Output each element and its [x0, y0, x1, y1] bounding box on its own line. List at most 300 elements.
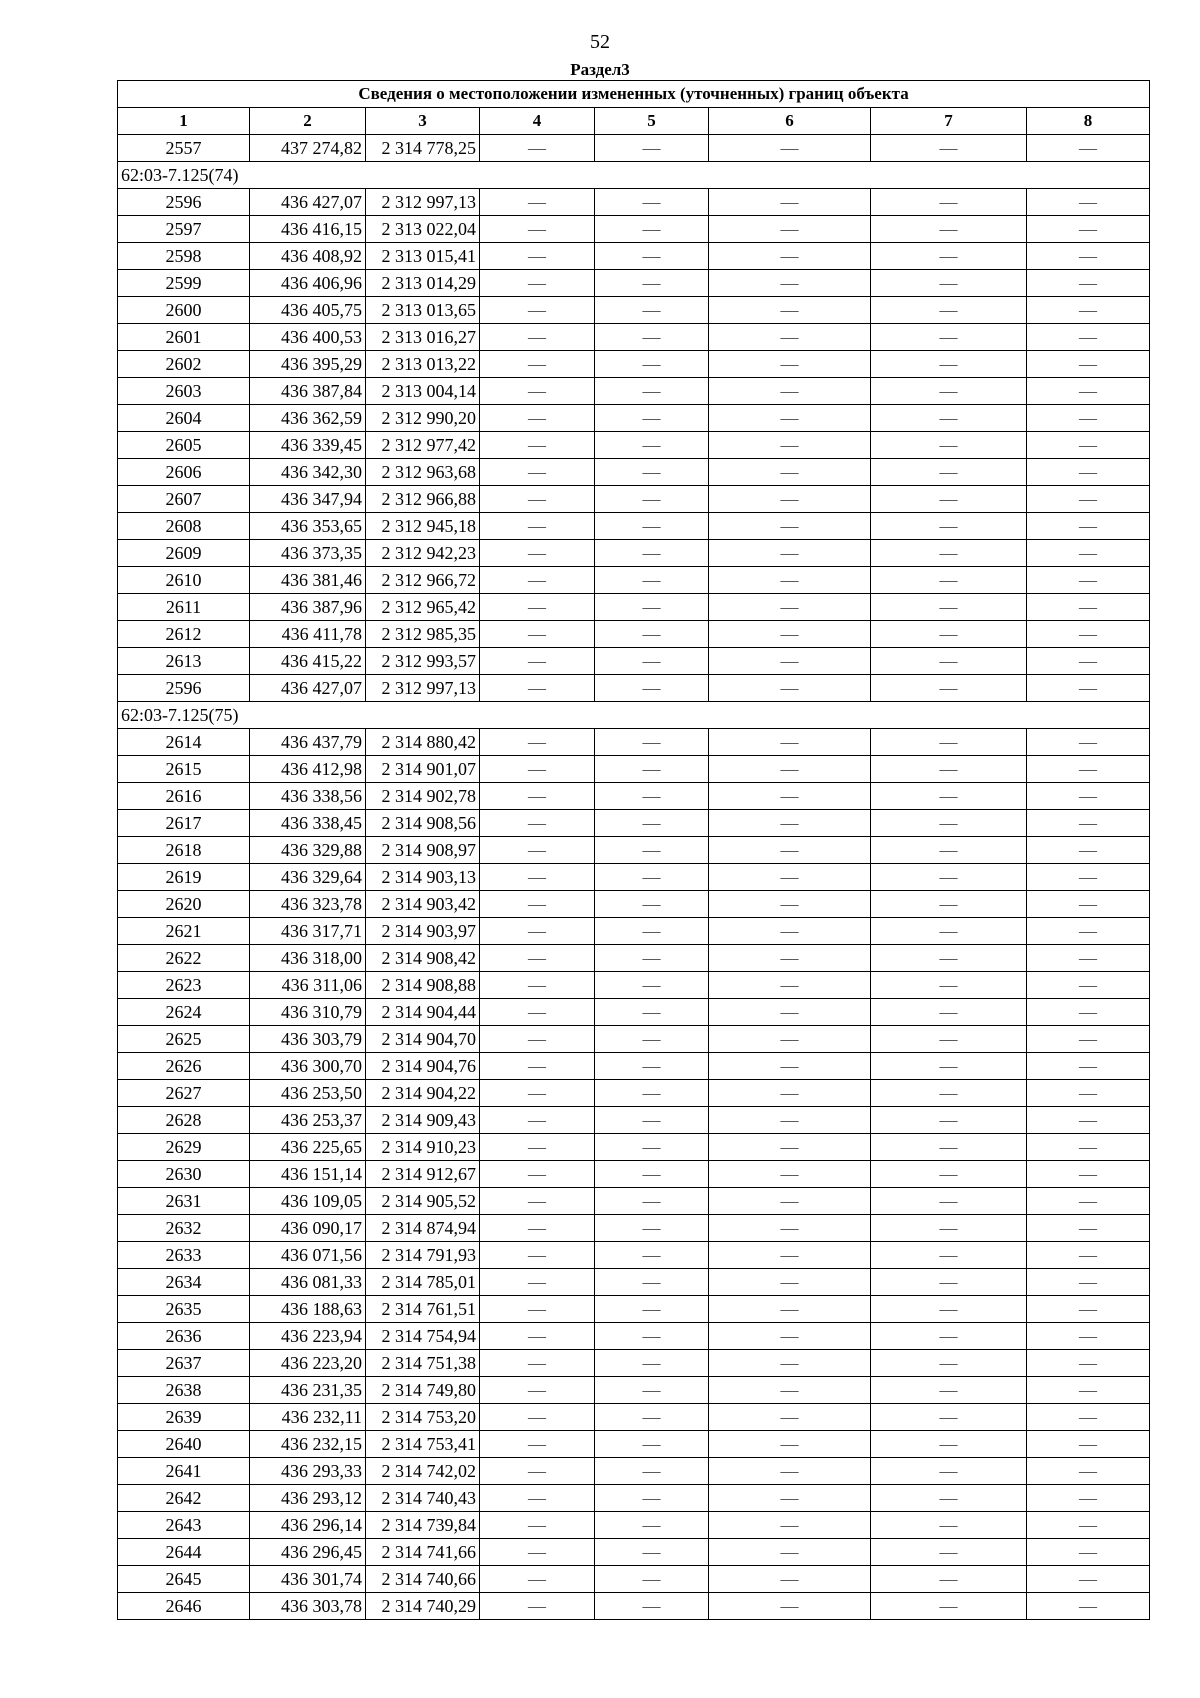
empty-value-dash: — — [871, 837, 1027, 864]
empty-value-dash: — — [709, 486, 871, 513]
empty-value-dash: — — [871, 135, 1027, 162]
table-row — [118, 1242, 1150, 1269]
y-coordinate-cell: 2 314 901,07 — [366, 756, 480, 783]
empty-value-dash: — — [1027, 1566, 1150, 1593]
table-row — [118, 1107, 1150, 1134]
empty-value-dash: — — [480, 513, 595, 540]
empty-value-dash: — — [480, 1485, 595, 1512]
empty-value-dash: — — [709, 378, 871, 405]
empty-value-dash: — — [871, 648, 1027, 675]
point-number-cell: 2638 — [118, 1377, 250, 1404]
x-coordinate-cell: 436 318,00 — [250, 945, 366, 972]
empty-value-dash: — — [709, 351, 871, 378]
empty-value-dash: — — [595, 810, 709, 837]
x-coordinate-cell: 436 296,45 — [250, 1539, 366, 1566]
empty-value-dash: — — [480, 1566, 595, 1593]
empty-value-dash: — — [1027, 864, 1150, 891]
empty-value-dash: — — [871, 351, 1027, 378]
empty-value-dash: — — [709, 1512, 871, 1539]
x-coordinate-cell: 436 412,98 — [250, 756, 366, 783]
empty-value-dash: — — [480, 648, 595, 675]
empty-value-dash: — — [871, 513, 1027, 540]
empty-value-dash: — — [871, 1539, 1027, 1566]
column-header-2: 2 — [250, 108, 366, 135]
x-coordinate-cell: 436 310,79 — [250, 999, 366, 1026]
group-label: 62:03-7.125(74) — [118, 162, 1150, 189]
empty-value-dash: — — [709, 1026, 871, 1053]
x-coordinate-cell: 436 232,15 — [250, 1431, 366, 1458]
empty-value-dash: — — [480, 135, 595, 162]
empty-value-dash: — — [871, 1107, 1027, 1134]
column-header-7: 7 — [871, 108, 1027, 135]
table-row — [118, 486, 1150, 513]
x-coordinate-cell: 436 232,11 — [250, 1404, 366, 1431]
point-number-cell: 2609 — [118, 540, 250, 567]
empty-value-dash: — — [709, 594, 871, 621]
y-coordinate-cell: 2 312 977,42 — [366, 432, 480, 459]
point-number-cell: 2612 — [118, 621, 250, 648]
table-row — [118, 1053, 1150, 1080]
empty-value-dash: — — [871, 1377, 1027, 1404]
y-coordinate-cell: 2 314 740,29 — [366, 1593, 480, 1620]
empty-value-dash: — — [871, 945, 1027, 972]
point-number-cell: 2640 — [118, 1431, 250, 1458]
empty-value-dash: — — [871, 594, 1027, 621]
empty-value-dash: — — [709, 1269, 871, 1296]
empty-value-dash: — — [1027, 729, 1150, 756]
empty-value-dash: — — [871, 297, 1027, 324]
empty-value-dash: — — [709, 729, 871, 756]
point-number-cell: 2603 — [118, 378, 250, 405]
x-coordinate-cell: 436 329,64 — [250, 864, 366, 891]
y-coordinate-cell: 2 314 903,97 — [366, 918, 480, 945]
empty-value-dash: — — [595, 1350, 709, 1377]
group-label: 62:03-7.125(75) — [118, 702, 1150, 729]
table-row — [118, 1296, 1150, 1323]
y-coordinate-cell: 2 314 785,01 — [366, 1269, 480, 1296]
x-coordinate-cell: 436 416,15 — [250, 216, 366, 243]
empty-value-dash: — — [709, 135, 871, 162]
x-coordinate-cell: 436 090,17 — [250, 1215, 366, 1242]
empty-value-dash: — — [709, 513, 871, 540]
empty-value-dash: — — [709, 1134, 871, 1161]
empty-value-dash: — — [595, 1539, 709, 1566]
empty-value-dash: — — [595, 1107, 709, 1134]
table-row — [118, 783, 1150, 810]
point-number-cell: 2606 — [118, 459, 250, 486]
x-coordinate-cell: 436 338,45 — [250, 810, 366, 837]
page-number: 52 — [590, 31, 610, 53]
empty-value-dash: — — [480, 1539, 595, 1566]
empty-value-dash: — — [595, 837, 709, 864]
empty-value-dash: — — [871, 1512, 1027, 1539]
table-row — [118, 945, 1150, 972]
empty-value-dash: — — [595, 891, 709, 918]
empty-value-dash: — — [871, 1026, 1027, 1053]
empty-value-dash: — — [480, 1080, 595, 1107]
column-header-4: 4 — [480, 108, 595, 135]
point-number-cell: 2636 — [118, 1323, 250, 1350]
table-row — [118, 1512, 1150, 1539]
table-row — [118, 1593, 1150, 1620]
table-row — [118, 594, 1150, 621]
empty-value-dash: — — [595, 1215, 709, 1242]
empty-value-dash: — — [480, 1026, 595, 1053]
y-coordinate-cell: 2 314 742,02 — [366, 1458, 480, 1485]
empty-value-dash: — — [709, 297, 871, 324]
x-coordinate-cell: 436 406,96 — [250, 270, 366, 297]
point-number-cell: 2596 — [118, 675, 250, 702]
empty-value-dash: — — [709, 1593, 871, 1620]
y-coordinate-cell: 2 312 990,20 — [366, 405, 480, 432]
empty-value-dash: — — [480, 189, 595, 216]
empty-value-dash: — — [1027, 621, 1150, 648]
table-row — [118, 864, 1150, 891]
table-row — [118, 1134, 1150, 1161]
x-coordinate-cell: 436 151,14 — [250, 1161, 366, 1188]
y-coordinate-cell: 2 314 905,52 — [366, 1188, 480, 1215]
empty-value-dash: — — [709, 1323, 871, 1350]
empty-value-dash: — — [480, 432, 595, 459]
empty-value-dash: — — [871, 1431, 1027, 1458]
empty-value-dash: — — [480, 1404, 595, 1431]
point-number-cell: 2644 — [118, 1539, 250, 1566]
empty-value-dash: — — [871, 972, 1027, 999]
empty-value-dash: — — [1027, 1080, 1150, 1107]
empty-value-dash: — — [480, 1323, 595, 1350]
empty-value-dash: — — [595, 1485, 709, 1512]
empty-value-dash: — — [709, 1107, 871, 1134]
empty-value-dash: — — [1027, 783, 1150, 810]
table-row — [118, 1539, 1150, 1566]
empty-value-dash: — — [871, 891, 1027, 918]
empty-value-dash: — — [1027, 1350, 1150, 1377]
empty-value-dash: — — [480, 918, 595, 945]
empty-value-dash: — — [595, 486, 709, 513]
empty-value-dash: — — [595, 351, 709, 378]
empty-value-dash: — — [480, 1296, 595, 1323]
empty-value-dash: — — [709, 1080, 871, 1107]
empty-value-dash: — — [871, 1242, 1027, 1269]
y-coordinate-cell: 2 314 909,43 — [366, 1107, 480, 1134]
empty-value-dash: — — [871, 567, 1027, 594]
y-coordinate-cell: 2 312 985,35 — [366, 621, 480, 648]
empty-value-dash: — — [1027, 1107, 1150, 1134]
point-number-cell: 2629 — [118, 1134, 250, 1161]
x-coordinate-cell: 436 253,37 — [250, 1107, 366, 1134]
empty-value-dash: — — [595, 1161, 709, 1188]
empty-value-dash: — — [595, 1026, 709, 1053]
empty-value-dash: — — [871, 1053, 1027, 1080]
y-coordinate-cell: 2 314 912,67 — [366, 1161, 480, 1188]
empty-value-dash: — — [871, 486, 1027, 513]
empty-value-dash: — — [480, 243, 595, 270]
y-coordinate-cell: 2 314 904,70 — [366, 1026, 480, 1053]
empty-value-dash: — — [480, 675, 595, 702]
empty-value-dash: — — [595, 297, 709, 324]
empty-value-dash: — — [1027, 243, 1150, 270]
empty-value-dash: — — [480, 891, 595, 918]
empty-value-dash: — — [1027, 378, 1150, 405]
empty-value-dash: — — [480, 1377, 595, 1404]
table-row — [118, 891, 1150, 918]
empty-value-dash: — — [480, 999, 595, 1026]
x-coordinate-cell: 436 188,63 — [250, 1296, 366, 1323]
point-number-cell: 2604 — [118, 405, 250, 432]
y-coordinate-cell: 2 312 966,72 — [366, 567, 480, 594]
table-row — [118, 972, 1150, 999]
empty-value-dash: — — [709, 783, 871, 810]
point-number-cell: 2646 — [118, 1593, 250, 1620]
empty-value-dash: — — [595, 243, 709, 270]
y-coordinate-cell: 2 312 966,88 — [366, 486, 480, 513]
empty-value-dash: — — [1027, 1512, 1150, 1539]
empty-value-dash: — — [1027, 1161, 1150, 1188]
empty-value-dash: — — [1027, 594, 1150, 621]
empty-value-dash: — — [709, 1053, 871, 1080]
y-coordinate-cell: 2 312 942,23 — [366, 540, 480, 567]
x-coordinate-cell: 436 323,78 — [250, 891, 366, 918]
empty-value-dash: — — [871, 189, 1027, 216]
empty-value-dash: — — [871, 1080, 1027, 1107]
empty-value-dash: — — [871, 243, 1027, 270]
empty-value-dash: — — [709, 837, 871, 864]
table-row — [118, 675, 1150, 702]
empty-value-dash: — — [595, 540, 709, 567]
y-coordinate-cell: 2 313 013,22 — [366, 351, 480, 378]
empty-value-dash: — — [480, 1053, 595, 1080]
table-row — [118, 1566, 1150, 1593]
table-row — [118, 1377, 1150, 1404]
point-number-cell: 2621 — [118, 918, 250, 945]
x-coordinate-cell: 436 347,94 — [250, 486, 366, 513]
empty-value-dash: — — [871, 1134, 1027, 1161]
empty-value-dash: — — [709, 243, 871, 270]
empty-value-dash: — — [709, 432, 871, 459]
empty-value-dash: — — [480, 810, 595, 837]
y-coordinate-cell: 2 314 739,84 — [366, 1512, 480, 1539]
empty-value-dash: — — [480, 1512, 595, 1539]
empty-value-dash: — — [709, 1566, 871, 1593]
empty-value-dash: — — [595, 729, 709, 756]
point-number-cell: 2600 — [118, 297, 250, 324]
x-coordinate-cell: 436 339,45 — [250, 432, 366, 459]
empty-value-dash: — — [1027, 1026, 1150, 1053]
point-number-cell: 2617 — [118, 810, 250, 837]
y-coordinate-cell: 2 314 908,88 — [366, 972, 480, 999]
empty-value-dash: — — [480, 486, 595, 513]
x-coordinate-cell: 436 231,35 — [250, 1377, 366, 1404]
empty-value-dash: — — [1027, 459, 1150, 486]
x-coordinate-cell: 436 405,75 — [250, 297, 366, 324]
y-coordinate-cell: 2 314 740,66 — [366, 1566, 480, 1593]
empty-value-dash: — — [871, 1161, 1027, 1188]
empty-value-dash: — — [480, 567, 595, 594]
point-number-cell: 2599 — [118, 270, 250, 297]
empty-value-dash: — — [871, 324, 1027, 351]
x-coordinate-cell: 436 427,07 — [250, 675, 366, 702]
y-coordinate-cell: 2 314 751,38 — [366, 1350, 480, 1377]
empty-value-dash: — — [595, 567, 709, 594]
x-coordinate-cell: 437 274,82 — [250, 135, 366, 162]
empty-value-dash: — — [871, 378, 1027, 405]
empty-value-dash: — — [709, 189, 871, 216]
table-row — [118, 1350, 1150, 1377]
empty-value-dash: — — [480, 1350, 595, 1377]
empty-value-dash: — — [709, 324, 871, 351]
empty-value-dash: — — [480, 837, 595, 864]
empty-value-dash: — — [595, 513, 709, 540]
empty-value-dash: — — [871, 810, 1027, 837]
empty-value-dash: — — [480, 594, 595, 621]
point-number-cell: 2601 — [118, 324, 250, 351]
table-row — [118, 243, 1150, 270]
x-coordinate-cell: 436 373,35 — [250, 540, 366, 567]
empty-value-dash: — — [1027, 297, 1150, 324]
empty-value-dash: — — [1027, 405, 1150, 432]
empty-value-dash: — — [709, 1188, 871, 1215]
x-coordinate-cell: 436 317,71 — [250, 918, 366, 945]
empty-value-dash: — — [595, 675, 709, 702]
point-number-cell: 2633 — [118, 1242, 250, 1269]
point-number-cell: 2622 — [118, 945, 250, 972]
empty-value-dash: — — [709, 1485, 871, 1512]
empty-value-dash: — — [595, 405, 709, 432]
empty-value-dash: — — [1027, 945, 1150, 972]
x-coordinate-cell: 436 109,05 — [250, 1188, 366, 1215]
empty-value-dash: — — [709, 1377, 871, 1404]
empty-value-dash: — — [480, 864, 595, 891]
empty-value-dash: — — [1027, 1053, 1150, 1080]
empty-value-dash: — — [1027, 756, 1150, 783]
empty-value-dash: — — [871, 1269, 1027, 1296]
empty-value-dash: — — [595, 1053, 709, 1080]
table-row — [118, 621, 1150, 648]
empty-value-dash: — — [595, 648, 709, 675]
column-header-row — [118, 108, 1150, 135]
table-row — [118, 1404, 1150, 1431]
y-coordinate-cell: 2 314 903,42 — [366, 891, 480, 918]
empty-value-dash: — — [480, 621, 595, 648]
empty-value-dash: — — [480, 945, 595, 972]
point-number-cell: 2645 — [118, 1566, 250, 1593]
x-coordinate-cell: 436 437,79 — [250, 729, 366, 756]
empty-value-dash: — — [1027, 972, 1150, 999]
point-number-cell: 2619 — [118, 864, 250, 891]
empty-value-dash: — — [480, 405, 595, 432]
point-number-cell: 2630 — [118, 1161, 250, 1188]
empty-value-dash: — — [480, 1107, 595, 1134]
empty-value-dash: — — [709, 1242, 871, 1269]
point-number-cell: 2623 — [118, 972, 250, 999]
x-coordinate-cell: 436 387,84 — [250, 378, 366, 405]
y-coordinate-cell: 2 314 908,97 — [366, 837, 480, 864]
y-coordinate-cell: 2 312 997,13 — [366, 675, 480, 702]
y-coordinate-cell: 2 314 753,41 — [366, 1431, 480, 1458]
table-row — [118, 729, 1150, 756]
empty-value-dash: — — [871, 459, 1027, 486]
empty-value-dash: — — [1027, 648, 1150, 675]
column-header-5: 5 — [595, 108, 709, 135]
empty-value-dash: — — [480, 729, 595, 756]
point-number-cell: 2631 — [118, 1188, 250, 1215]
empty-value-dash: — — [1027, 567, 1150, 594]
empty-value-dash: — — [595, 1377, 709, 1404]
y-coordinate-cell: 2 314 874,94 — [366, 1215, 480, 1242]
y-coordinate-cell: 2 314 778,25 — [366, 135, 480, 162]
empty-value-dash: — — [595, 1458, 709, 1485]
empty-value-dash: — — [709, 216, 871, 243]
empty-value-dash: — — [871, 864, 1027, 891]
empty-value-dash: — — [595, 1134, 709, 1161]
table-row — [118, 756, 1150, 783]
y-coordinate-cell: 2 314 908,56 — [366, 810, 480, 837]
y-coordinate-cell: 2 312 945,18 — [366, 513, 480, 540]
point-number-cell: 2607 — [118, 486, 250, 513]
empty-value-dash: — — [480, 297, 595, 324]
x-coordinate-cell: 436 329,88 — [250, 837, 366, 864]
empty-value-dash: — — [1027, 1188, 1150, 1215]
empty-value-dash: — — [871, 999, 1027, 1026]
empty-value-dash: — — [871, 1215, 1027, 1242]
point-number-cell: 2596 — [118, 189, 250, 216]
empty-value-dash: — — [871, 621, 1027, 648]
empty-value-dash: — — [480, 1215, 595, 1242]
y-coordinate-cell: 2 314 749,80 — [366, 1377, 480, 1404]
empty-value-dash: — — [480, 783, 595, 810]
empty-value-dash: — — [709, 810, 871, 837]
empty-value-dash: — — [871, 1296, 1027, 1323]
table-row — [118, 135, 1150, 162]
table-row — [118, 648, 1150, 675]
y-coordinate-cell: 2 313 016,27 — [366, 324, 480, 351]
empty-value-dash: — — [595, 1431, 709, 1458]
empty-value-dash: — — [1027, 540, 1150, 567]
point-number-cell: 2616 — [118, 783, 250, 810]
empty-value-dash: — — [871, 675, 1027, 702]
empty-value-dash: — — [1027, 513, 1150, 540]
x-coordinate-cell: 436 071,56 — [250, 1242, 366, 1269]
empty-value-dash: — — [1027, 189, 1150, 216]
empty-value-dash: — — [709, 648, 871, 675]
point-number-cell: 2610 — [118, 567, 250, 594]
table-row — [118, 1215, 1150, 1242]
empty-value-dash: — — [595, 432, 709, 459]
x-coordinate-cell: 436 225,65 — [250, 1134, 366, 1161]
empty-value-dash: — — [1027, 1269, 1150, 1296]
table-row — [118, 1323, 1150, 1350]
empty-value-dash: — — [709, 756, 871, 783]
table-row — [118, 1188, 1150, 1215]
empty-value-dash: — — [1027, 999, 1150, 1026]
x-coordinate-cell: 436 408,92 — [250, 243, 366, 270]
empty-value-dash: — — [709, 540, 871, 567]
table-row — [118, 837, 1150, 864]
point-number-cell: 2635 — [118, 1296, 250, 1323]
empty-value-dash: — — [480, 378, 595, 405]
empty-value-dash: — — [709, 405, 871, 432]
column-header-1: 1 — [118, 108, 250, 135]
empty-value-dash: — — [709, 864, 871, 891]
column-header-6: 6 — [709, 108, 871, 135]
point-number-cell: 2608 — [118, 513, 250, 540]
empty-value-dash: — — [595, 324, 709, 351]
y-coordinate-cell: 2 313 004,14 — [366, 378, 480, 405]
empty-value-dash: — — [595, 972, 709, 999]
y-coordinate-cell: 2 313 022,04 — [366, 216, 480, 243]
table-row — [118, 216, 1150, 243]
x-coordinate-cell: 436 303,79 — [250, 1026, 366, 1053]
